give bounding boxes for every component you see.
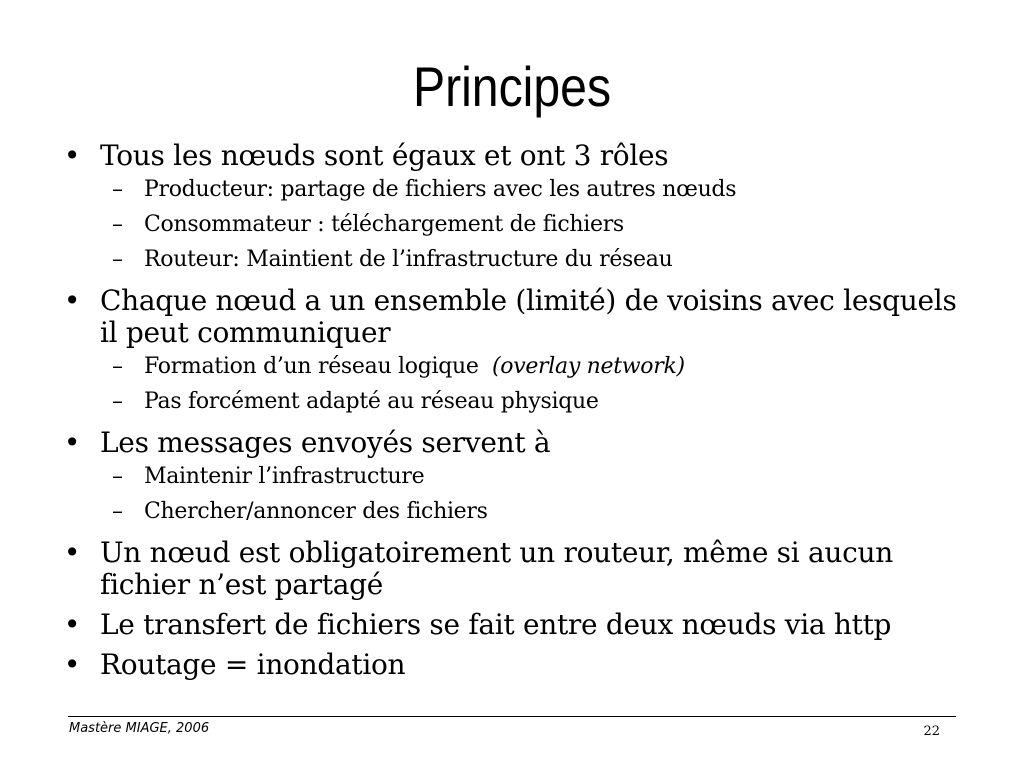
- sub-bullet-item: [62, 494, 982, 529]
- bullet-icon: •: [63, 139, 81, 172]
- bullet-text: Le transfert de fichiers se fait entre deux nœuds via http: [100, 608, 892, 641]
- bullet-item: [62, 537, 982, 601]
- sub-bullet-item: [62, 349, 982, 384]
- sub-bullet-item: [62, 172, 982, 207]
- bullet-text: Un nœud est obligatoirement un routeur, même si aucun fichier n’est partagé: [100, 536, 893, 601]
- sub-bullet-text: Routeur: Maintient de l’infrastructure du réseau: [144, 247, 673, 272]
- bullet-icon: •: [63, 608, 81, 641]
- dash-icon: –: [112, 212, 123, 237]
- dash-icon: –: [112, 177, 123, 202]
- bullet-text: Routage = inondation: [100, 648, 406, 681]
- dash-icon: –: [112, 389, 123, 414]
- bullet-icon: •: [63, 648, 81, 681]
- sub-bullet-text: Consommateur : téléchargement de fichiers: [144, 212, 624, 237]
- slide-title: Principes: [412, 55, 612, 118]
- bullet-item: [62, 609, 982, 641]
- dash-icon: –: [112, 464, 123, 489]
- sub-bullet-text: Formation d’un réseau logique: [144, 354, 479, 379]
- bullet-icon: •: [63, 284, 81, 317]
- dash-icon: –: [112, 354, 123, 379]
- bullet-text: Chaque nœud a un ensemble (limité) de voisins avec lesquels il peut communiquer: [100, 284, 957, 349]
- bullet-icon: •: [63, 536, 81, 569]
- dash-icon: –: [112, 247, 123, 272]
- bullet-text: Tous les nœuds sont égaux et ont 3 rôles: [100, 139, 669, 172]
- sub-bullet-italic-text: (overlay network): [491, 354, 685, 379]
- sub-bullet-text: Producteur: partage de fichiers avec les autres nœuds: [144, 177, 737, 202]
- footer-course-label: Mastère MIAGE, 2006: [69, 721, 210, 736]
- sub-bullet-text: Maintenir l’infrastructure: [144, 464, 425, 489]
- footer-divider: [68, 716, 956, 717]
- bullet-item: [62, 649, 982, 681]
- bullet-text: Les messages envoyés servent à: [100, 426, 551, 459]
- bullet-icon: •: [63, 426, 81, 459]
- sub-bullet-item: [62, 459, 982, 494]
- bullet-item: [62, 427, 982, 459]
- page-number: 22: [923, 724, 940, 739]
- sub-bullet-text: Chercher/annoncer des fichiers: [144, 499, 488, 524]
- sub-bullet-item: [62, 384, 982, 419]
- sub-bullet-item: [62, 207, 982, 242]
- sub-bullet-item: [62, 242, 982, 277]
- bullet-item: [62, 140, 982, 172]
- dash-icon: –: [112, 499, 123, 524]
- sub-bullet-text: Pas forcément adapté au réseau physique: [144, 389, 599, 414]
- slide-body: [62, 140, 982, 681]
- bullet-item: [62, 285, 982, 349]
